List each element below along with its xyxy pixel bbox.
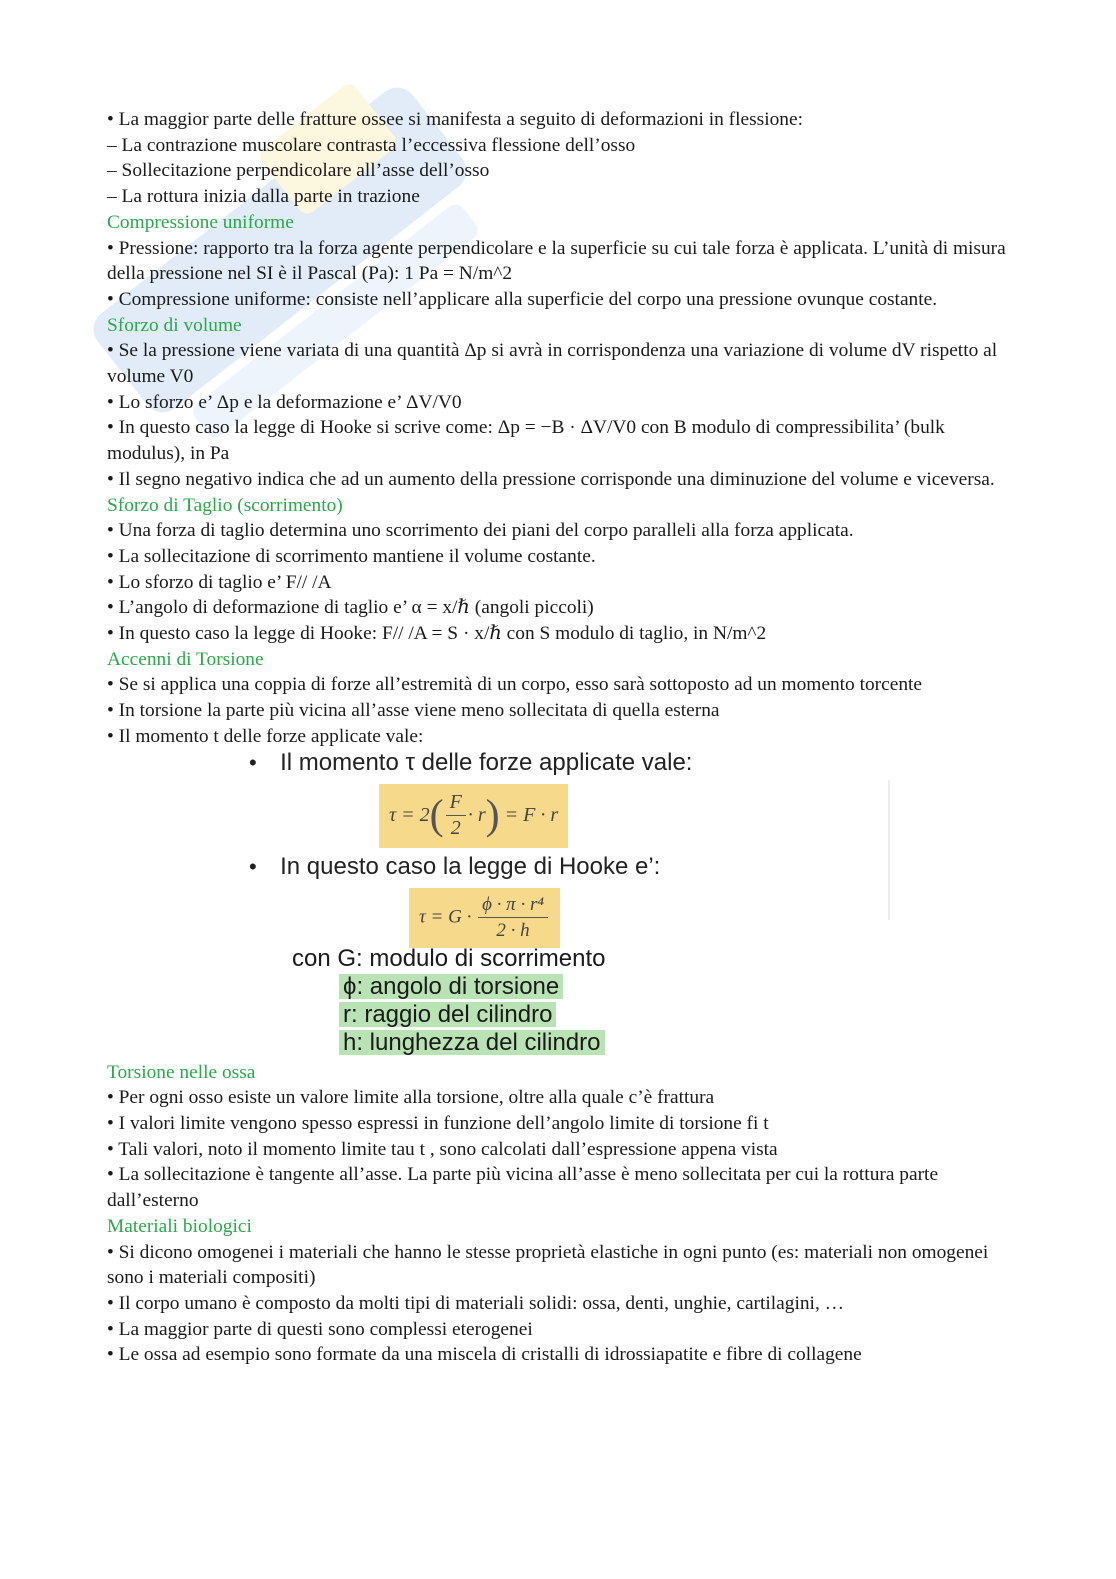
section-heading: Sforzo di Taglio (scorrimento) bbox=[107, 494, 343, 516]
figure-line-2: In questo caso la legge di Hooke e’: bbox=[280, 852, 661, 880]
paragraph: • Tali valori, noto il momento limite tau t , sono calcolati dall’espressione appena vista bbox=[107, 1138, 778, 1160]
section-heading: Materiali biologici bbox=[107, 1215, 252, 1237]
paragraph: • L’angolo di deformazione di taglio e’ α = x/ℏ (angoli piccoli) bbox=[107, 597, 594, 619]
paragraph: • Lo sforzo di taglio e’ F// /A bbox=[107, 571, 332, 593]
hooke-formula-num: ϕ · π · r⁴ bbox=[478, 892, 548, 919]
paragraph: • In torsione la parte più vicina all’asse viene meno sollecitata di quella esterna bbox=[107, 700, 720, 722]
paragraph: • Una forza di taglio determina uno scorrimento dei piani del corpo paralleli alla forza applicata. bbox=[107, 520, 854, 542]
section-heading: Compressione uniforme bbox=[107, 211, 294, 233]
paragraph: – Sollecitazione perpendicolare all’asse dell’osso bbox=[107, 160, 490, 182]
section-heading: Torsione nelle ossa bbox=[107, 1061, 256, 1083]
document-page bbox=[107, 107, 1007, 1368]
figure-line-1: Il momento τ delle forze applicate vale: bbox=[280, 748, 693, 776]
figure-bullet-2: • bbox=[249, 853, 257, 879]
torque-formula: τ = 2( $\frac{F}{2}$ · r) = F · r bbox=[379, 784, 568, 848]
paragraph: • Se la pressione viene variata di una quantità Δp si avrà in corrispondenza una variazione di volume dV rispetto al volume V0 bbox=[107, 340, 998, 388]
paragraph: • Il corpo umano è composto da molti tipi di materiali solidi: ossa, denti, unghie, cartilagini, … bbox=[107, 1292, 845, 1314]
paragraph: • I valori limite vengono spesso espressi in funzione dell’angolo limite di torsione fi t bbox=[107, 1112, 769, 1134]
legend-r: r: raggio del cilindro bbox=[339, 1002, 556, 1028]
torque-formula-right: = F · r bbox=[504, 803, 559, 826]
paragraph: • La sollecitazione di scorrimento mantiene il volume costante. bbox=[107, 545, 596, 567]
section-heading: Sforzo di volume bbox=[107, 314, 242, 336]
legend-g: con G: modulo di scorrimento bbox=[292, 944, 606, 972]
legend-phi: ϕ: angolo di torsione bbox=[339, 974, 563, 1000]
paragraph: • Il segno negativo indica che ad un aumento della pressione corrisponde una diminuzione del volume e viceversa. bbox=[107, 468, 995, 490]
text-section-after bbox=[107, 1060, 1007, 1368]
figure-bullet: • bbox=[249, 749, 257, 775]
text-section-before bbox=[107, 107, 1007, 750]
torque-formula-num: F bbox=[446, 790, 466, 817]
paragraph: • In questo caso la legge di Hooke si scrive come: Δp = −B · ΔV/V0 con B modulo di compressibilita’ (bulk modulus), in Pa bbox=[107, 417, 945, 465]
paragraph: • In questo caso la legge di Hooke: F// /A = S · x/ℏ con S modulo di taglio, in N/m^2 bbox=[107, 623, 767, 645]
figure-edge bbox=[888, 780, 890, 920]
torque-formula-den: 2 bbox=[450, 817, 461, 840]
torque-formula-left: τ = 2 bbox=[389, 803, 430, 826]
hooke-formula-left: τ = G · bbox=[419, 906, 472, 928]
hooke-formula-den: 2 · h bbox=[496, 920, 530, 942]
paragraph: – La rottura inizia dalla parte in trazione bbox=[107, 186, 420, 208]
torsion-figure bbox=[107, 750, 1007, 1060]
paragraph: • La sollecitazione è tangente all’asse. La parte più vicina all’asse è meno sollecitata per cui la rottura parte dall’esterno bbox=[107, 1164, 939, 1212]
paragraph: • La maggior parte delle fratture ossee si manifesta a seguito di deformazioni in flessione: bbox=[107, 109, 803, 130]
paragraph: • Lo sforzo e’ Δp e la deformazione e’ ΔV/V0 bbox=[107, 391, 462, 413]
paragraph: • Le ossa ad esempio sono formate da una miscela di cristalli di idrossiapatite e fibre di collagene bbox=[107, 1344, 862, 1366]
paragraph: • Il momento t delle forze applicate vale: bbox=[107, 725, 424, 747]
torque-formula-mid: · r bbox=[467, 803, 486, 826]
paragraph: • Pressione: rapporto tra la forza agente perpendicolare e la superficie su cui tale forza è applicata. L’unità di misura della pressione nel SI è il Pascal (Pa): 1 Pa = N/m^2 bbox=[107, 237, 1006, 285]
paragraph: – La contrazione muscolare contrasta l’eccessiva flessione dell’osso bbox=[107, 134, 636, 156]
section-heading: Accenni di Torsione bbox=[107, 648, 264, 670]
paragraph: • Per ogni osso esiste un valore limite alla torsione, oltre alla quale c’è frattura bbox=[107, 1087, 715, 1109]
hooke-torsion-formula bbox=[409, 888, 560, 948]
paragraph: • Si dicono omogenei i materiali che hanno le stesse proprietà elastiche in ogni punto (es: materiali non omogenei sono i materiali compositi) bbox=[107, 1241, 989, 1289]
paragraph: • Se si applica una coppia di forze all’estremità di un corpo, esso sarà sottoposto ad un momento torcente bbox=[107, 674, 923, 696]
paragraph: • La maggior parte di questi sono complessi eterogenei bbox=[107, 1318, 533, 1340]
paragraph: • Compressione uniforme: consiste nell’applicare alla superficie del corpo una pressione ovunque costante. bbox=[107, 288, 938, 310]
legend-h: h: lunghezza del cilindro bbox=[339, 1030, 605, 1056]
